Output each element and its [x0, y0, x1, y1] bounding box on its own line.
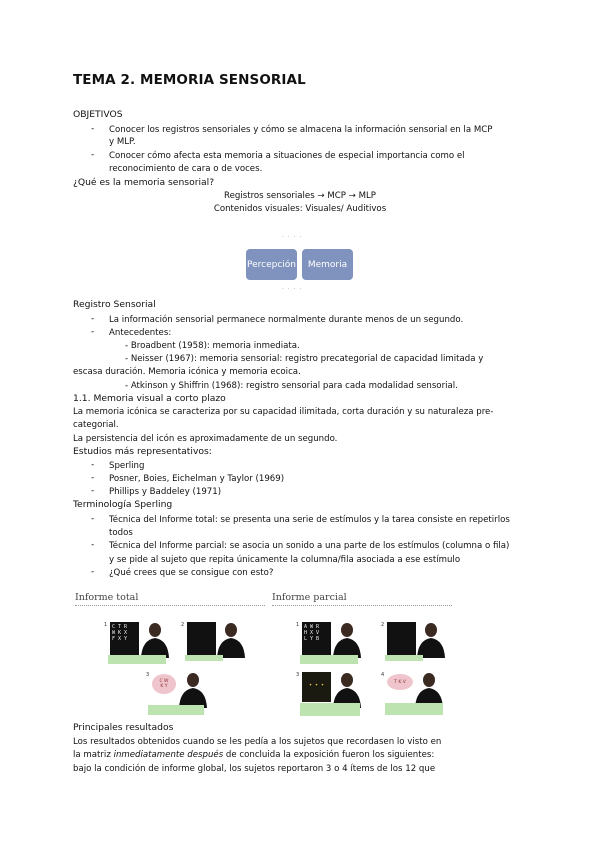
- figure-title-informe-parcial: Informe parcial: [272, 592, 347, 603]
- step-caption: [300, 655, 358, 664]
- question-memoria-sensorial: ¿Qué es la memoria sensorial?: [73, 177, 215, 188]
- objetivo-1-line1: Conocer los registros sensoriales y cómo se almacena la información sensorial en la MCP: [109, 125, 493, 135]
- resultados-line-3: bajo la condición de informe global, los sujetos reportaron 3 o 4 ítems de los 12 que: [73, 764, 436, 774]
- studies-heading: Estudios más representativos:: [73, 446, 212, 457]
- sperling-item-2a: Técnica del Informe parcial: se asocia un sonido a una parte de los estímulos (columna o fila): [109, 541, 510, 551]
- step-caption: [185, 655, 223, 661]
- step-number: 2: [181, 622, 185, 628]
- step-caption: [385, 655, 423, 661]
- registro-item-2: Antecedentes:: [109, 328, 172, 338]
- step-number: 3: [146, 672, 150, 678]
- stimulus-matrix: C T R W K X F X Y: [110, 622, 139, 655]
- page-title: TEMA 2. MEMORIA SENSORIAL: [73, 72, 306, 88]
- antecedente-neisser: - Neisser (1967): memoria sensorial: registro precategorial de capacidad limitada y: [125, 354, 484, 364]
- registro-heading: Registro Sensorial: [73, 299, 156, 310]
- bullet-dash: -: [91, 540, 95, 550]
- subject-person-icon: [176, 670, 210, 708]
- diagram-dots-top: · · · ·: [282, 234, 303, 241]
- memoria-box: [302, 249, 353, 280]
- resultados-line-2: [73, 749, 434, 761]
- step-caption: [148, 705, 204, 715]
- memoria-label: Memoria: [307, 259, 348, 270]
- registros-flow: Registros sensoriales → MCP → MLP: [224, 191, 376, 201]
- step-number: 2: [381, 622, 385, 628]
- recall-bubble: C W K Y: [152, 674, 176, 694]
- subject-person-icon: [214, 620, 248, 658]
- tone-screen: [302, 672, 331, 702]
- sperling-question: ¿Qué crees que se consigue con esto?: [109, 568, 274, 578]
- section-1-1-p2: La persistencia del icón es aproximadamente de un segundo.: [73, 434, 338, 444]
- objetivo-2-line1: Conocer cómo afecta esta memoria a situaciones de especial importancia como el: [109, 151, 465, 161]
- bullet-dash: -: [91, 327, 95, 337]
- percepcion-box: [246, 249, 297, 280]
- figure-rule: [75, 605, 265, 606]
- bullet-dash: -: [91, 473, 95, 483]
- study-item: Sperling: [109, 461, 145, 471]
- contenidos-visuales: Contenidos visuales: Visuales/ Auditivos: [213, 204, 387, 214]
- stimulus-matrix: A W R H X V L Y B: [302, 622, 331, 655]
- bullet-dash: -: [91, 514, 95, 524]
- percepcion-label: Percepción: [246, 259, 296, 270]
- step-number: 4: [381, 672, 385, 678]
- sperling-item-1a: Técnica del Informe total: se presenta una serie de estímulos y la tarea consiste en repetirlos: [109, 515, 510, 525]
- objetivo-2-line2: reconocimiento de cara o de voces.: [109, 164, 263, 174]
- section-1-1-heading: 1.1. Memoria visual a corto plazo: [73, 393, 226, 404]
- step-caption: [385, 703, 443, 715]
- resultados-line-2-emphasis: inmediatamente después: [113, 750, 224, 760]
- diagram-dots-bottom: · · · ·: [282, 286, 303, 293]
- step-number: 1: [104, 622, 108, 628]
- figure-title-informe-total: Informe total: [75, 592, 139, 603]
- step-caption: [108, 655, 166, 664]
- study-item: Phillips y Baddeley (1971): [109, 487, 222, 497]
- resultados-line-1: Los resultados obtenidos cuando se les pedía a los sujetos que recordasen lo visto en: [73, 737, 442, 747]
- antecedente-neisser-cont: escasa duración. Memoria icónica y memoria ecoica.: [73, 367, 301, 377]
- blank-screen: [387, 622, 416, 655]
- bullet-dash: -: [91, 567, 95, 577]
- subject-person-icon: [330, 620, 364, 658]
- resultados-heading: Principales resultados: [73, 722, 174, 733]
- sperling-item-1b: todos: [109, 528, 133, 538]
- bullet-dash: -: [91, 460, 95, 470]
- recall-bubble: T K V: [387, 674, 413, 690]
- subject-person-icon: [414, 620, 448, 658]
- bullet-dash: -: [91, 314, 95, 324]
- resultados-line-2-post: de concluida la exposición fueron los siguientes:: [223, 750, 435, 760]
- objetivos-heading: OBJETIVOS: [73, 109, 123, 120]
- blank-screen: [187, 622, 216, 655]
- subject-person-icon: [138, 620, 172, 658]
- section-1-1-p1a: La memoria icónica se caracteriza por su capacidad ilimitada, corta duración y su naturaleza pre-: [73, 407, 494, 417]
- step-caption: [300, 703, 360, 716]
- bullet-dash: -: [91, 486, 95, 496]
- step-number: 3: [296, 672, 300, 678]
- highlighted-row-icon: ✦ ✦ ✦: [308, 682, 325, 688]
- antecedente-atkinson: - Atkinson y Shiffrin (1968): registro sensorial para cada modalidad sensorial.: [125, 381, 458, 391]
- sperling-item-2b: y se pide al sujeto que repita únicamente la columna/fila asociada a ese estímulo: [109, 555, 461, 565]
- bullet-dash: -: [91, 150, 95, 160]
- figure-rule: [272, 605, 452, 606]
- step-number: 1: [296, 622, 300, 628]
- objetivo-1-line2: y MLP.: [109, 137, 136, 147]
- antecedente-broadbent: - Broadbent (1958): memoria inmediata.: [125, 341, 300, 351]
- section-1-1-p1b: categorial.: [73, 420, 119, 430]
- registro-item-1: La información sensorial permanece normalmente durante menos de un segundo.: [109, 315, 464, 325]
- resultados-line-2-pre: la matriz: [73, 750, 114, 760]
- sperling-heading: Terminología Sperling: [73, 499, 173, 510]
- study-item: Posner, Boies, Eichelman y Taylor (1969): [109, 474, 285, 484]
- bullet-dash: -: [91, 124, 95, 134]
